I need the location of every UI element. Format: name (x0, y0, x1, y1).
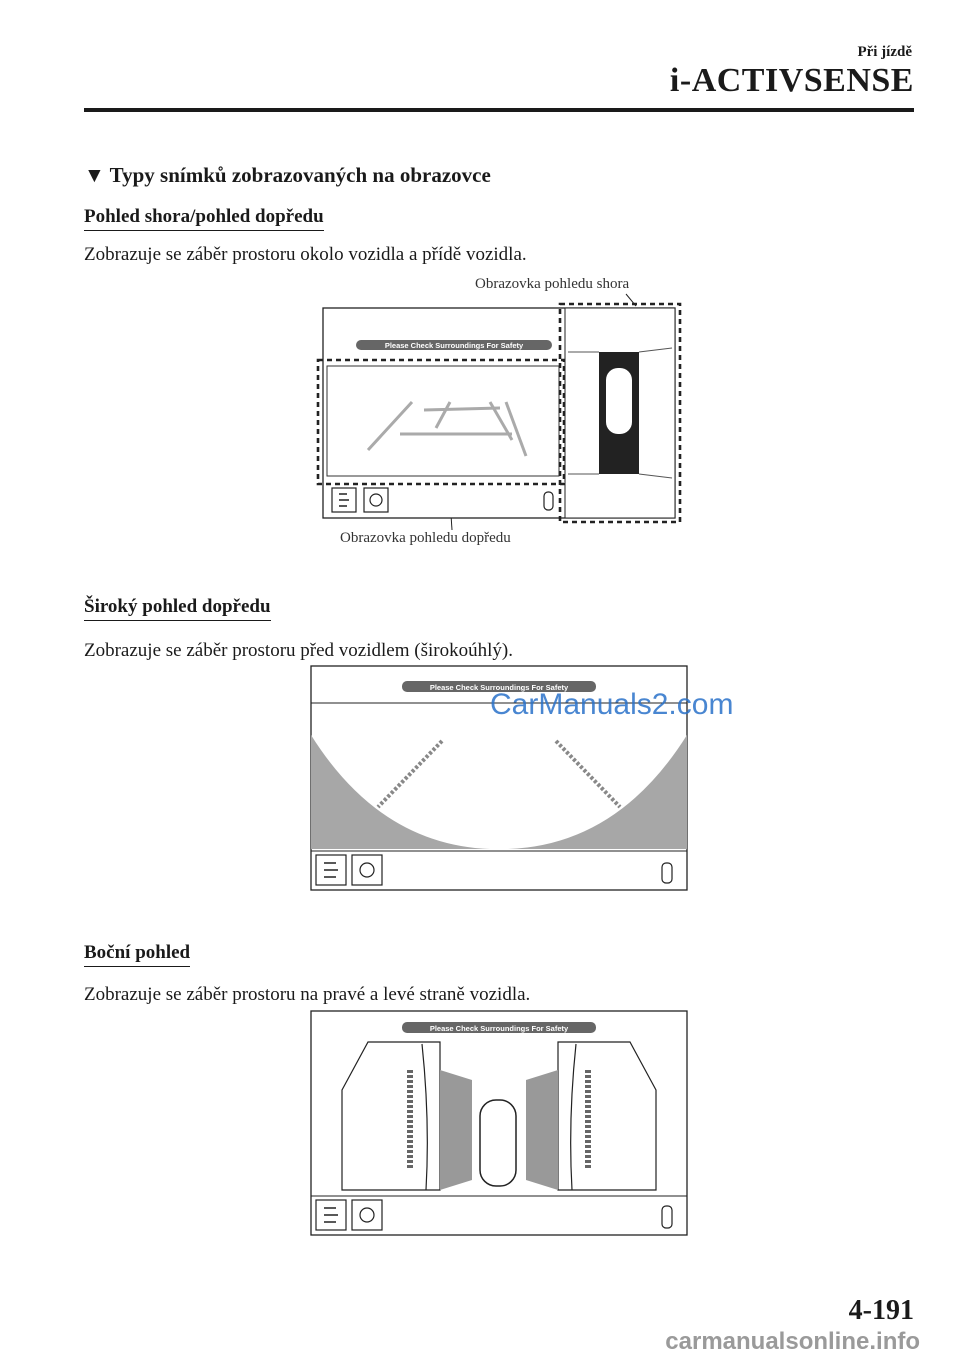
topview-banner: Please Check Surroundings For Safety (384, 341, 524, 350)
topview-figure (312, 290, 686, 530)
side-banner: Please Check Surroundings For Safety (429, 1024, 569, 1033)
caption-front-view: Obrazovka pohledu dopředu (340, 530, 511, 546)
side-heading: Boční pohled (84, 942, 190, 967)
wide-heading: Široký pohled dopředu (84, 596, 271, 621)
side-text: Zobrazuje se záběr prostoru na pravé a levé straně vozidla. (84, 984, 531, 1005)
topview-heading: Pohled shora/pohled dopředu (84, 206, 324, 231)
footer-watermark: carmanualsonline.info (665, 1328, 920, 1355)
watermark: CarManuals2.com (490, 688, 734, 721)
side-figure (310, 1010, 688, 1236)
section-title: ▼ Typy snímků zobrazovaných na obrazovce (84, 163, 491, 187)
wide-text: Zobrazuje se záběr prostoru před vozidlem (širokoúhlý). (84, 640, 513, 661)
header-section: Při jízdě (857, 44, 912, 60)
header-chapter: i-ACTIVSENSE (669, 62, 914, 99)
caption-top-view: Obrazovka pohledu shora (475, 276, 630, 292)
wide-banner: Please Check Surroundings For Safety (429, 683, 569, 692)
topview-text: Zobrazuje se záběr prostoru okolo vozidla a přídě vozidla. (84, 244, 527, 265)
page-number: 4-191 (848, 1295, 914, 1326)
header-rule (84, 108, 914, 112)
